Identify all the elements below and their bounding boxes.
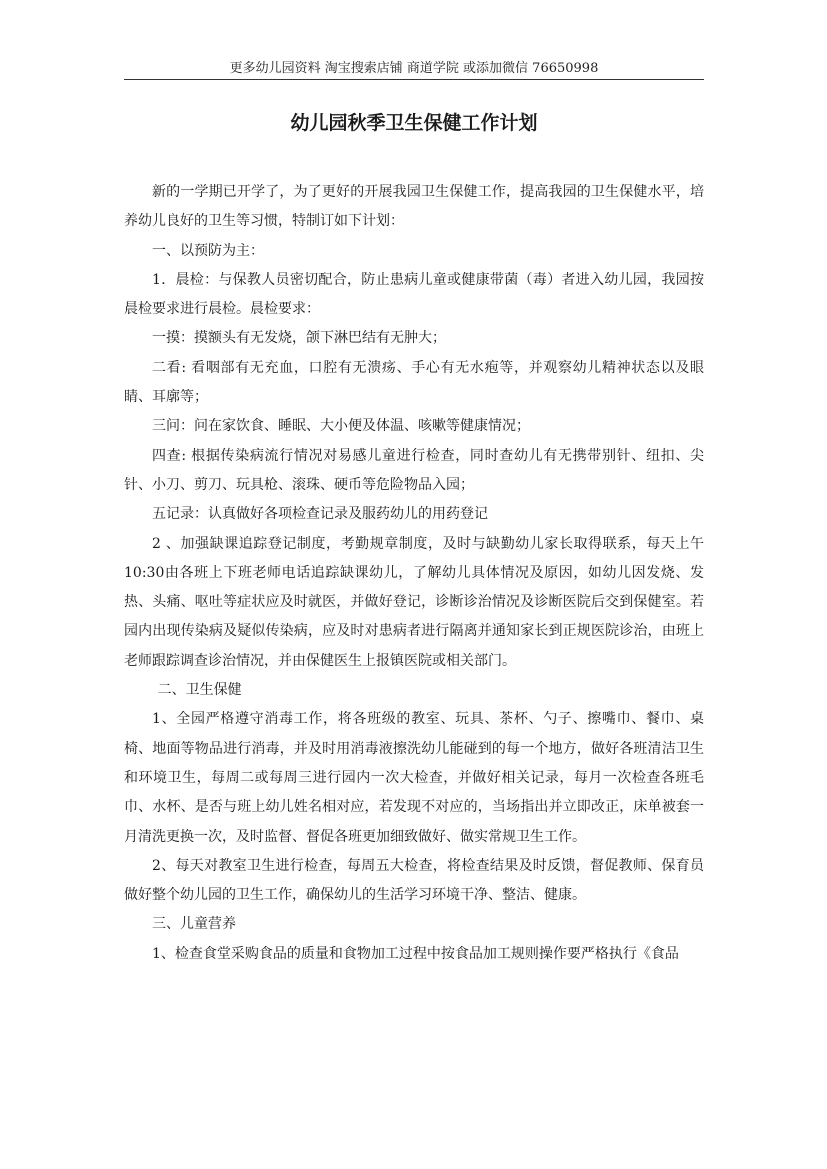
section-heading-nutrition: 三、儿童营养 xyxy=(152,916,236,933)
paragraph-daily-inspection: 2、每天对教室卫生进行检查，每周五大检查，将检查结果及时反馈，督促教师、保育员做好整个幼儿园的卫生工作，确保幼儿的生活学习环境干净、整洁、健康。 xyxy=(124,857,704,904)
paragraph-food-check: 1、检查食堂采购食品的质量和食物加工过程中按食品加工规则操作要严格执行《食品 xyxy=(152,945,679,962)
intro-paragraph: 新的一学期已开学了，为了更好的开展我园卫生保健工作，提高我园的卫生保健水平，培养幼儿良好的卫生等习惯，特制订如下计划： xyxy=(124,184,704,230)
header-divider xyxy=(124,79,704,80)
page-header: 更多幼儿园资料 淘宝搜索店铺 商道学院 或添加微信 76650998 xyxy=(229,61,599,76)
paragraph-ask: 三问：问在家饮食、睡眠、大小便及体温、咳嗽等健康情况； xyxy=(152,418,530,435)
section-heading-hygiene: 二、卫生保健 xyxy=(157,682,242,699)
paragraph-morning-check: 1．晨检：与保教人员密切配合，防止患病儿童或健康带菌（毒）者进入幼儿园，我园按晨检要求进行晨检。晨检要求： xyxy=(124,271,704,318)
section-heading-prevention: 一、以预防为主： xyxy=(152,242,264,259)
paragraph-absence-tracking: 2 、加强缺课追踪登记制度，考勤规章制度，及时与缺勤幼儿家长取得联系，每天上午10:30由各班上下班老师电话追踪缺课幼儿，了解幼儿具体情况及原因，如幼儿因发烧、发热、头痛、呕吐等症状应及时就医，并做好登记，诊断诊治情况及诊断医院后交到保健室。若园内出现传染病及疑似传染病，应及时对患病者进行隔离并通知家长到正规医院诊治，由班上老师跟踪调查诊治情况，并由保健医生上报镇医院或相关部门。 xyxy=(124,535,704,669)
paragraph-record: 五记录：认真做好各项检查记录及服药幼儿的用药登记 xyxy=(152,506,488,523)
page-title: 幼儿园秋季卫生保健工作计划 xyxy=(290,112,538,134)
paragraph-touch: 一摸：摸额头有无发烧，颌下淋巴结有无肿大； xyxy=(152,330,446,347)
paragraph-look: 二看: 看咽部有无充血，口腔有无溃疡、手心有无水疱等，并观察幼儿精神状态以及眼睛、耳廓等； xyxy=(124,359,704,406)
paragraph-check: 四查: 根据传染病流行情况对易感儿童进行检查，同时查幼儿有无携带别针、纽扣、尖针、小刀、剪刀、玩具枪、滚珠、硬币等危险物品入园； xyxy=(124,447,704,493)
paragraph-disinfection: 1、全园严格遵守消毒工作，将各班级的教室、玩具、茶杯、勺子、擦嘴巾、餐巾、桌椅、地面等物品进行消毒，并及时用消毒液擦洗幼儿能碰到的每一个地方，做好各班清洁卫生和环境卫生，每周二或每周三进行园内一次大检查，并做好相关记录，每月一次检查各班毛巾、水杯、是否与班上幼儿姓名相对应，若发现不对应的，当场指出并立即改正，床单被套一月清洗更换一次，及时监督、督促各班更加细致做好、做实常规卫生工作。 xyxy=(124,711,704,845)
document-body xyxy=(124,178,704,969)
